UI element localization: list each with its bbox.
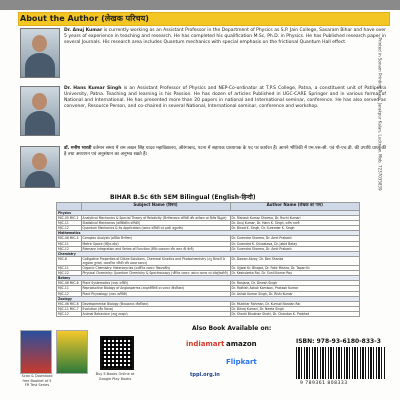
table-cell-author: Dr. Shanti Bhushan Shahi, Dr. Chandan K. Prabhat [230, 311, 359, 316]
isbn: ISBN: 978-93-6180-833-3 [296, 338, 381, 345]
author-name: डॉ. मनीष भारती [64, 146, 92, 151]
author-photo [20, 28, 60, 78]
author-bio-text: वर्तमान समय में राम लखन सिंह यादव महाविद्यालय, औरंगाबाद, पटना में सहायक प्राध्यापक के पद पर कार्यरत हैं। आपने भौतिकी में एम.एस-सी. एवं पी-एच.डी. की उपाधि प्राप्त की है तथा अध्यापन एवं अनुसंधान का अनुभव रखते हैं। [64, 146, 387, 158]
author-name: Dr. Anuj Kumar [64, 28, 103, 33]
table-cell-subject: Plant Systematics (पादप वर्गीकी) [81, 281, 230, 286]
table-cell-author: Dr. Anuj Kumar, Dr. Hans K. Singh, मनीष भारती [230, 221, 359, 226]
table-cell-author: Dr. Surendra K. Srivastava, Dr. Jabid Batay [230, 241, 359, 246]
promo-book-image [56, 330, 88, 374]
table-cell-author: Dr. Ujjwal Kr. Bhagat, Dr. Fakir Mishra, Dr. Tapan Kr. [230, 266, 359, 271]
table-cell-subject: Animal Behaviour (जन्तु व्यवहार) [81, 311, 230, 316]
section-label: Botany [57, 276, 360, 281]
table-cell-author: Dr. Surendra Sharma, Dr. Amit Prakash [230, 246, 359, 251]
table-cell-author: Dr. Keshubeka Rai, Dr. Sunil Kumar Roy [230, 271, 359, 276]
author-bio-text: is currently working as an Assistant Professor in the Department of Physics as S.P. Jain College, Sasaram Bihar and have over 5 years of experience in teaching and research. He has completed his qualification M.Sc, Ph.D. in Physics. He has Published research paper in several Journals. His research area includes Quantum mechanics with special emphasis on the frictional Quantum Hall effect. [64, 28, 386, 46]
table-cell-code: MJC-11 [57, 286, 82, 291]
table-cell-subject: Evolution (जैव विकास) [81, 306, 230, 311]
publisher-url[interactable]: tppl.org.in [190, 372, 220, 378]
table-header [57, 203, 82, 211]
table-cell-subject: Complex Analysis (सम्मिश्र विश्लेषण) [81, 236, 230, 241]
table-cell-subject: Riemann Integration and Series of Function (रीमैन समाकलन और फलन की श्रेणी) [81, 246, 230, 251]
table-cell-author: Dr. Rishesh Kumar Sharma, Dr. Ruchi Kumari [230, 216, 359, 221]
author-bio [64, 28, 386, 46]
table-cell-code: MJC-11 [57, 266, 82, 271]
table-cell-code: MJC-12 [57, 271, 82, 276]
table-cell-code: MIC-6 [57, 256, 82, 265]
table-cell-subject: Reproductive Biology of Angiosperms (आवृतबीजियों का प्रजनन जीवविज्ञान) [81, 286, 230, 291]
table-cell-subject: Analytical Mechanics & Special Theory of Relativity (विश्लेषणात्मक यांत्रिकी और सापेक्षता का विशेष सिद्धांत) [81, 216, 230, 221]
table-cell-code: MJC-12 [57, 246, 82, 251]
section-label: Chemistry [57, 251, 360, 256]
about-title: About the Author (लेखक परिचय) [20, 14, 149, 23]
side-print-text: Printed in Sonam Printing Press, Jarakpur Kalan, Lucknow. Mob. 7237035839 [377, 37, 383, 191]
table-cell-code: MJC-12 [57, 226, 82, 231]
table-cell-subject: Developmental Biology (विकासात्मक जीवविज्ञान) [81, 301, 230, 306]
table-row [57, 256, 360, 265]
qr-code[interactable] [100, 336, 134, 370]
promo-books [20, 330, 92, 392]
table-cell-author: Dr. Ranjana, Dr. Dinesh Singh [230, 281, 359, 286]
table-cell-subject: Colligative Properties of Dilute Solutions, Chemical Kinetics and Photochemistry (तनु विलयनों के अणुसंख्य गुणधर्म, रासायनिक गतिकी और प्रकाश रसायन) [81, 256, 230, 265]
table-cell-author: Dr. Binod K. Singh, Dr. Surender K. Singh [230, 226, 359, 231]
book-list-table [56, 202, 360, 317]
table-cell-author: Dr. Bihraj Kumari, Dr. Neeta Singh [230, 306, 359, 311]
table-cell-code: MJC-12 [57, 291, 82, 296]
table-header: Subject Name (विषय) [81, 203, 230, 211]
barcode-digits: 9 789361 808333 [300, 381, 348, 386]
table-cell-subject: Organic Chemistry: Heterocycles (कार्बनिक रसायन: विषमचक्रीय) [81, 266, 230, 271]
table-cell-code: MIC-05 MIC-1 [57, 216, 82, 221]
table-cell-author: Dr. Dawan Abroy, Dr. Ben Shanka [230, 256, 359, 265]
qr-label: Buy E-Books Online at Google Play Books [95, 372, 135, 381]
author-photo [20, 146, 60, 188]
table-row [57, 311, 360, 316]
table-cell-code: MJC-12 [57, 311, 82, 316]
promo-label: Scan & Download free Booklet of 5 FR Test Series [21, 374, 53, 387]
table-cell-subject: Plant Physiology (पादप कार्यिकी) [81, 291, 230, 296]
section-label: Zoology [57, 296, 360, 301]
table-body [57, 211, 360, 317]
table-cell-subject: Quantum Mechanics & its Application (क्वांटम यांत्रिकी एवं इसके अनुप्रयोग) [81, 226, 230, 231]
table-title: BIHAR B.Sc 6th SEM Bilingual (English-हिन्दी) [110, 194, 256, 201]
table-header-row [57, 203, 360, 211]
promo-book-image [20, 330, 52, 374]
table-cell-code: MJC-11 MIC-7 [57, 306, 82, 311]
store-amazon[interactable]: amazon [226, 340, 257, 348]
author-bio-text: is an Assistant Professor of Physics and NEP-Co-ordinator at T.P.S College, Patna, a constituent unit of Patliputra University, Patna. Teaching and learning is his Passion. He has dozen of articles Published in UGC-CARE Springer and in various formal of National and International. He has presented more than 20 papers in national and International seminar, conference. He has also served as convener, Resource Person, and co-chaired in several National, International seminar, conference and workshop. [64, 86, 386, 110]
table-cell-author: Dr. Surendra Sharma, Dr. Amit Prakash [230, 236, 359, 241]
table-cell-author: Dr. Ashok Kumar Singh, Dr. Rishi Kumar [230, 291, 359, 296]
table-cell-code: MJC-11 [57, 241, 82, 246]
table-cell-author: Dr. Mukhtar Rahman, Dr. Kumud Nandan Rai [230, 301, 359, 306]
also-available-label: Also Book Available on: [192, 325, 272, 332]
author-name: Dr. Hans Kumar Singh [64, 86, 122, 91]
top-band [0, 0, 400, 10]
table-cell-code: MIC-06 MIC-6 [57, 281, 82, 286]
section-label: Physics [57, 211, 360, 216]
table-cell-subject: Physical Chemistry: Quantum Chemistry & Spectroscopy (भौतिक रसायन: क्वांटम रसायन एवं स्पेक्ट्रोस्कोपी) [81, 271, 230, 276]
table-cell-subject: Statistical Mechanics (सांख्यिकीय यांत्रिकी) [81, 221, 230, 226]
author-bio [64, 86, 386, 110]
table-cell-subject: Metric Space (मेट्रिक स्पेस) [81, 241, 230, 246]
table-header: Author Name (लेखक का नाम) [230, 203, 359, 211]
author-photo [20, 86, 60, 136]
store-indiamart[interactable]: indiamart [186, 340, 225, 348]
side-print-info [373, 37, 383, 290]
table-cell-code: MJC-11 [57, 221, 82, 226]
author-bio [64, 146, 386, 158]
barcode [296, 347, 386, 379]
table-cell-code: MIC-06 MIC-6 [57, 301, 82, 306]
store-flipkart[interactable]: Flipkart [226, 358, 257, 366]
table-cell-author: Dr. Rathish Ashok Kamison, Prakash Kumar [230, 286, 359, 291]
table-cell-code: MIC-06 MIC-5 [57, 236, 82, 241]
section-label: Mathematics [57, 231, 360, 236]
